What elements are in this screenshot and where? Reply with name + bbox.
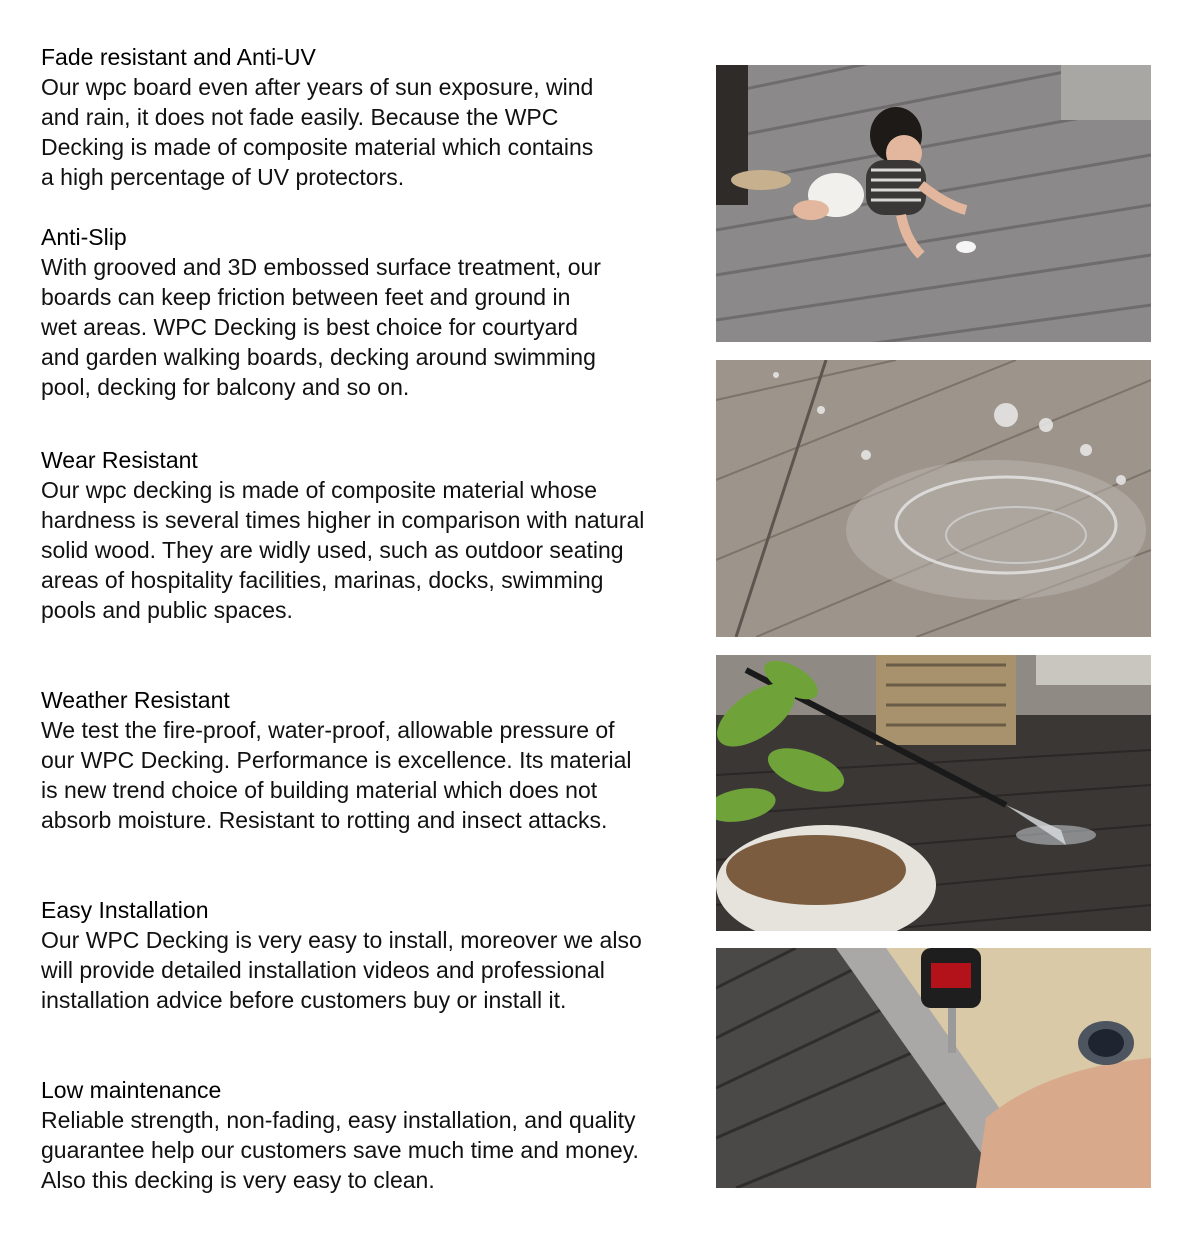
feature-fade-resistant (41, 42, 711, 192)
feature-low-maintenance (41, 1075, 711, 1195)
feature-body: Our wpc board even after years of sun exposure, wind and rain, it does not fade easily. Because the WPC Decking is made of composite material which contains a high percentage of UV protectors. (41, 74, 594, 190)
feature-weather-resistant (41, 685, 711, 835)
feature-body: Reliable strength, non-fading, easy installation, and quality guarantee help our customers save much time and money. Also this decking is very easy to clean. (41, 1107, 639, 1193)
photo-child-on-decking (716, 65, 1151, 342)
photo-pressure-washing (716, 655, 1151, 931)
feature-title: Fade resistant and Anti-UV (41, 44, 316, 70)
feature-easy-installation (41, 895, 711, 1015)
photo-water-splash (716, 360, 1151, 637)
feature-title: Low maintenance (41, 1077, 222, 1103)
feature-body: With grooved and 3D embossed surface treatment, our boards can keep friction between feet and ground in wet areas. WPC Decking is best choice for courtyard and garden walking boards, decking around swimming pool, decking for balcony and so on. (41, 254, 601, 400)
photo-drill-installation (716, 948, 1151, 1188)
feature-title: Wear Resistant (41, 447, 198, 473)
feature-anti-slip (41, 222, 711, 402)
feature-body: We test the fire-proof, water-proof, allowable pressure of our WPC Decking. Performance is excellence. Its material is new trend choice of building material which does not absorb moisture. Resistant to rotting and insect attacks. (41, 717, 632, 833)
feature-title: Easy Installation (41, 897, 209, 923)
feature-wear-resistant (41, 445, 711, 625)
feature-title: Weather Resistant (41, 687, 230, 713)
feature-body: Our WPC Decking is very easy to install, moreover we also will provide detailed installation videos and professional installation advice before customers buy or install it. (41, 927, 642, 1013)
feature-title: Anti-Slip (41, 224, 127, 250)
feature-body: Our wpc decking is made of composite material whose hardness is several times higher in comparison with natural solid wood. They are widly used, such as outdoor seating areas of hospitality facilities, marinas, docks, swimming pools and public spaces. (41, 477, 645, 623)
